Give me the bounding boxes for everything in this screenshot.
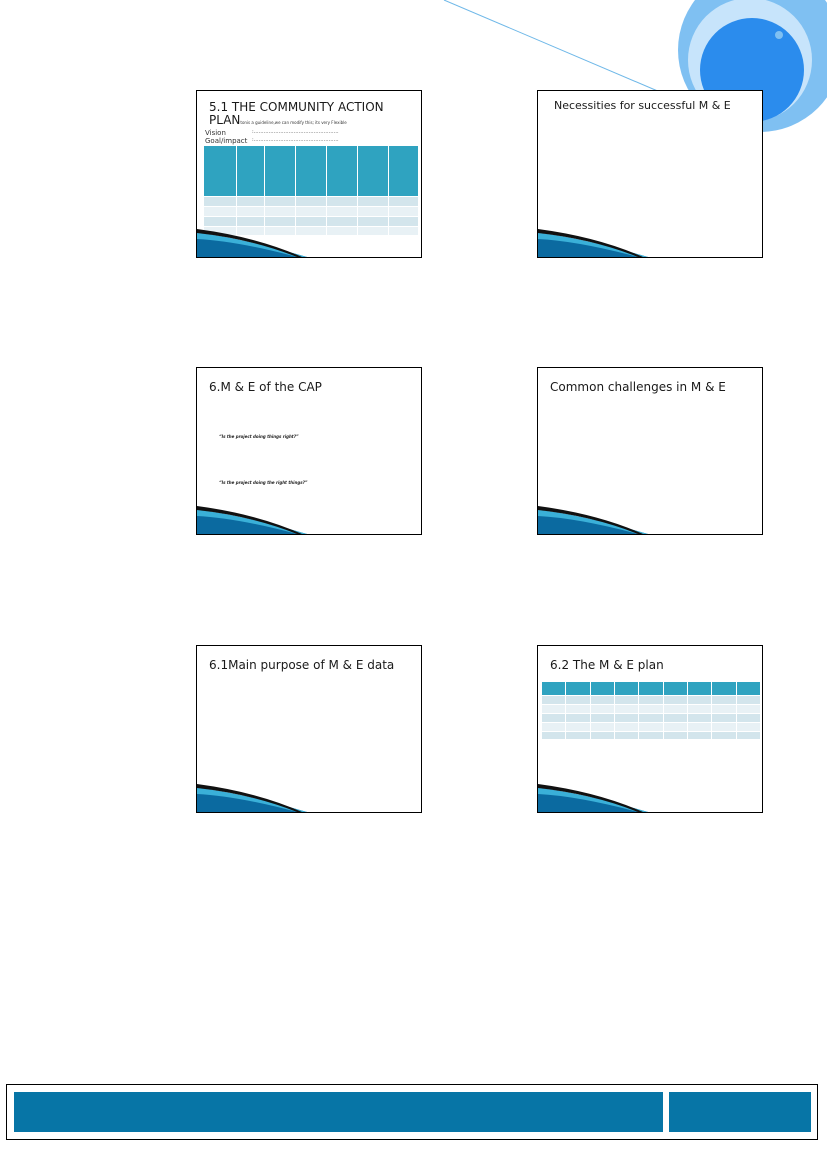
slide-title: 6.1Main purpose of M & E data (209, 658, 395, 672)
slide-thumbnail-1[interactable] (196, 90, 422, 258)
slide-subtitle: tonis a guideline,we can modify this; its very Flexible (240, 120, 347, 125)
slide-thumbnail-2[interactable] (537, 90, 763, 258)
slide-thumbnail-3[interactable] (196, 367, 422, 535)
slide-thumbnail-4[interactable] (537, 367, 763, 535)
page-footer (6, 1084, 818, 1140)
slide-title: Common challenges in M & E (550, 380, 726, 394)
slide-swoosh-decoration (538, 782, 763, 812)
slide-title: 6.M & E of the CAP (209, 380, 322, 394)
vision-field: Vision (205, 129, 226, 137)
slide-thumbnail-5[interactable] (196, 645, 422, 813)
slide-swoosh-decoration (538, 504, 763, 534)
footer-title-bar (14, 1092, 663, 1132)
me-plan-table (542, 682, 760, 742)
slide-swoosh-decoration (197, 782, 422, 812)
slide-quote-2: “Is the project doing the right things?” (219, 480, 308, 485)
goal-field: Goal/impact (205, 137, 248, 145)
footer-page-number-box (669, 1092, 811, 1132)
slide-swoosh-decoration (197, 504, 422, 534)
slide-title: Necessities for successful M & E (554, 99, 731, 112)
slide-quote-1: “Is the project doing things right?” (219, 434, 299, 439)
vision-dots: :…………………………………………… (252, 129, 339, 135)
slide-title: 6.2 The M & E plan (550, 658, 664, 672)
slide-swoosh-decoration (197, 227, 422, 257)
slide-title: 5.1 THE COMMUNITY ACTION PLANtonis a guideline,we can modify this; its very Flexible (209, 100, 384, 127)
goal-dots: :…………………………………………… (252, 137, 339, 143)
action-plan-table (204, 146, 417, 234)
slide-thumbnail-6[interactable] (537, 645, 763, 813)
slide-swoosh-decoration (538, 227, 763, 257)
